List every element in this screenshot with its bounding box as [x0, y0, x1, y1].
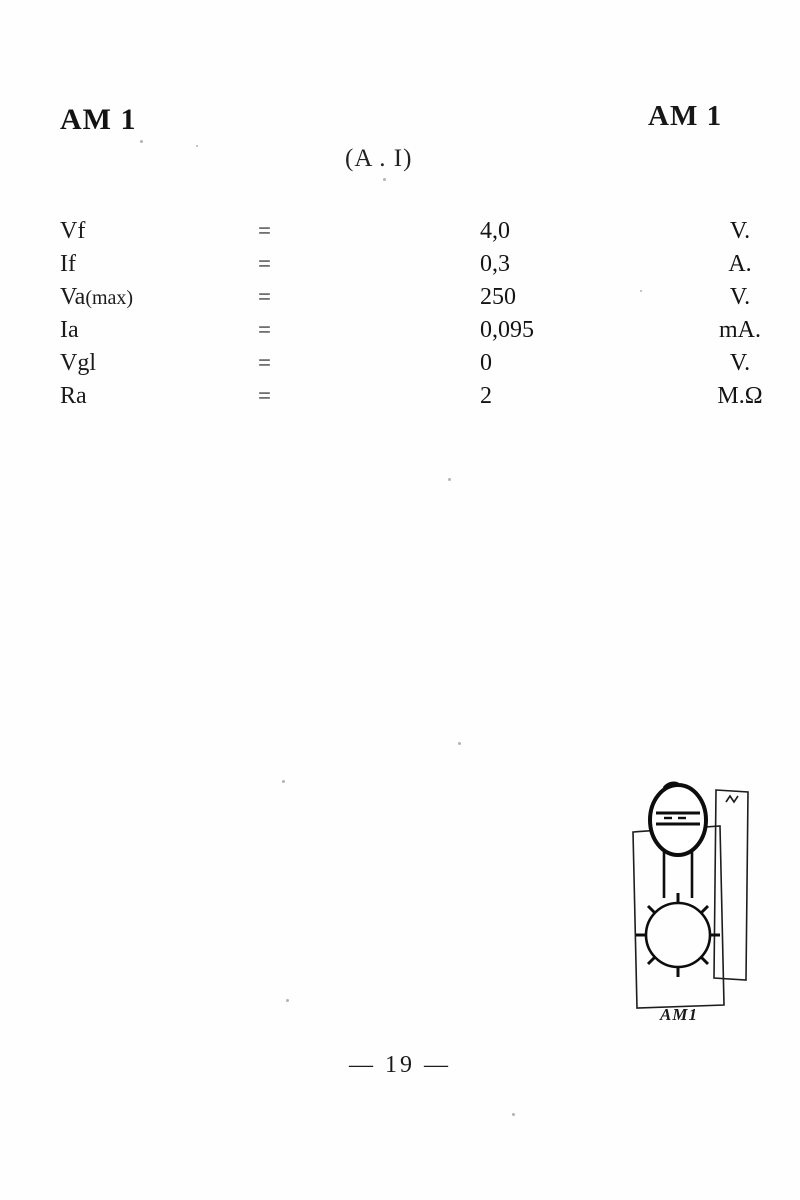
table-row: [60, 317, 761, 350]
scan-speck: [140, 140, 143, 143]
spec-equals: =: [258, 383, 271, 408]
vacuum-tube-base-diagram-icon: [620, 780, 770, 1040]
spec-value: 250: [480, 284, 516, 310]
table-row: [60, 284, 750, 317]
spec-value: 2: [480, 383, 492, 409]
table-row: [60, 218, 750, 251]
spec-equals: =: [258, 317, 271, 342]
scan-speck: [286, 999, 289, 1002]
spec-value: 4,0: [480, 218, 510, 244]
spec-unit: M.Ω: [717, 383, 763, 409]
scan-speck: [282, 780, 285, 783]
scan-speck: [196, 145, 198, 147]
tube-figure: [620, 780, 770, 1040]
spec-symbol: Vf: [60, 218, 86, 244]
scan-speck: [512, 1113, 515, 1116]
spec-equals: =: [258, 284, 271, 309]
spec-equals: =: [258, 350, 271, 375]
spec-symbol: If: [60, 251, 76, 277]
spec-equals: =: [258, 251, 271, 276]
spec-symbol: Ia: [60, 317, 79, 343]
spec-unit: mA.: [719, 317, 761, 343]
page-number: — 19 —: [349, 1052, 451, 1078]
spec-symbol: Vgl: [60, 350, 96, 376]
spec-value: 0,095: [480, 317, 534, 343]
scan-speck: [458, 742, 461, 745]
scan-speck: [448, 478, 451, 481]
spec-equals: =: [258, 218, 271, 243]
spec-symbol: Va(max): [60, 284, 134, 310]
spec-unit: A.: [728, 251, 752, 277]
table-row: [60, 383, 763, 416]
spec-value: 0,3: [480, 251, 510, 277]
specification-table: [60, 218, 763, 416]
spec-symbol: Ra: [60, 383, 87, 409]
spec-unit: V.: [729, 284, 751, 310]
table-row: [60, 350, 750, 383]
header-left-title: AM 1: [60, 103, 137, 136]
figure-caption: AM1: [660, 1005, 698, 1024]
spec-value: 0: [480, 350, 492, 376]
document-subtitle: (A . I): [345, 145, 413, 172]
table-row: [60, 251, 750, 284]
header-right-title: AM 1: [648, 100, 723, 132]
spec-unit: V.: [729, 218, 751, 244]
spec-unit: V.: [729, 350, 751, 376]
scan-speck: [383, 178, 386, 181]
